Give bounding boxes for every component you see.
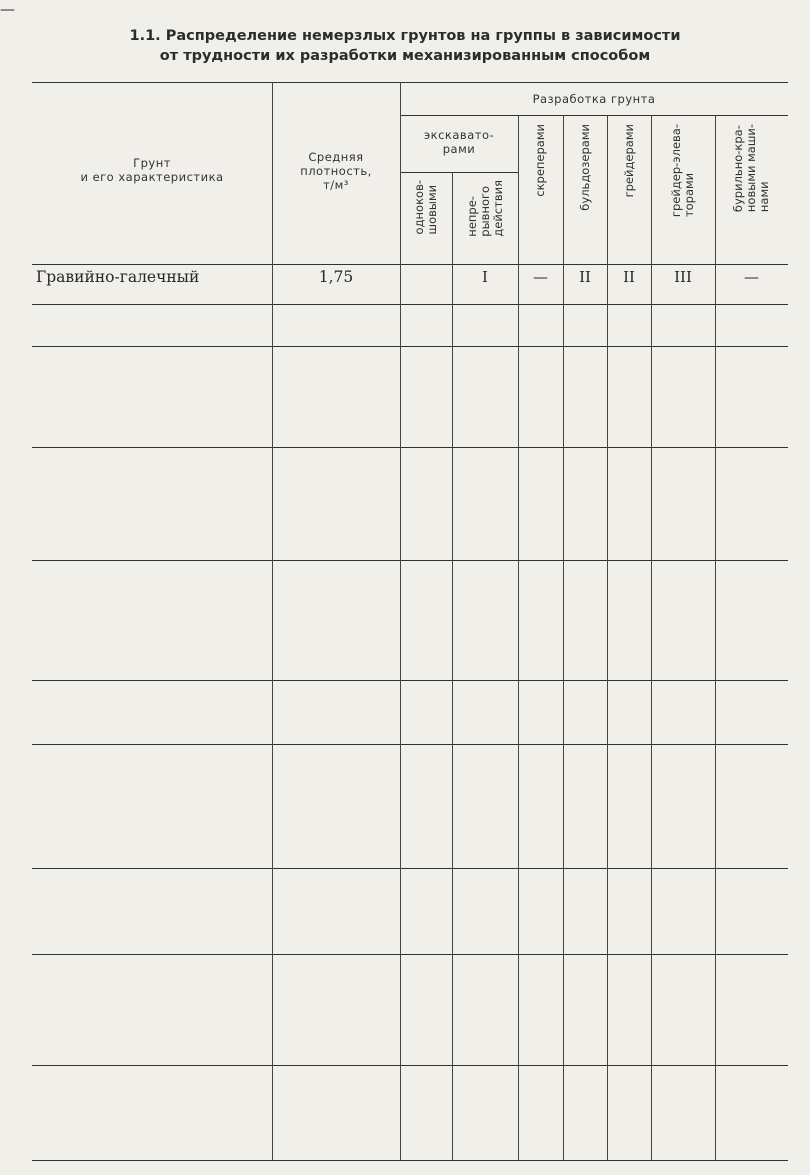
group-cell-single-bucket: I: [482, 268, 488, 286]
group-cell-graders: III: [674, 268, 692, 286]
header-single-bucket: одноков- шовыми: [412, 180, 439, 235]
header-scrapers: скреперами: [533, 124, 547, 197]
density-value: 1,75: [318, 268, 354, 286]
table-title: [0, 26, 810, 66]
row-separator: [32, 744, 788, 745]
row-separator: [32, 560, 788, 561]
excavation-header: Разработка грунта: [532, 92, 656, 106]
header-graders: грейдерами: [621, 124, 636, 198]
row-separator: [32, 954, 788, 955]
col-divider: [400, 82, 401, 1160]
header-drilling-crane: бурильно-кра- новыми маши- нами: [731, 124, 771, 213]
table-bottom-rule: [32, 1160, 788, 1161]
soil-column-header: Грунт и его характеристика: [80, 156, 224, 184]
row-separator: [32, 447, 788, 448]
group-cell-bulldozers: II: [623, 268, 635, 286]
row-separator: [32, 1065, 788, 1066]
group-cell-scrapers: II: [579, 268, 591, 286]
excavation-header-rule: [400, 115, 788, 116]
header-grader-elevators: грейдер-элева- торами: [669, 124, 696, 218]
header-continuous: непре- рывного действия: [464, 180, 505, 237]
row-separator: [32, 304, 788, 305]
density-column-header: Средняя плотность, т/м³: [300, 150, 372, 192]
group-cell-grader-elevators: —: [744, 268, 759, 286]
row-separator: [32, 868, 788, 869]
header-bulldozers: бульдозерами: [577, 124, 592, 211]
col-divider: [272, 82, 273, 1160]
row-separator: [32, 680, 788, 681]
group-cell-drilling-crane: —: [0, 0, 15, 18]
excavators-header-rule: [400, 172, 518, 173]
group-cell-continuous: —: [533, 268, 548, 286]
table-top-rule: [32, 82, 788, 83]
excavators-header: экскавато- рами: [423, 128, 495, 156]
title-line-1: 1.1. Распределение немерзлых грунтов на группы в зависимости: [129, 28, 681, 44]
header-bottom-rule: [32, 264, 788, 265]
soil-label: Гравийно-галечный: [36, 268, 200, 286]
row-separator: [32, 346, 788, 347]
title-line-2: от трудности их разработки механизированным способом: [159, 48, 651, 64]
col-divider: [452, 172, 453, 1160]
